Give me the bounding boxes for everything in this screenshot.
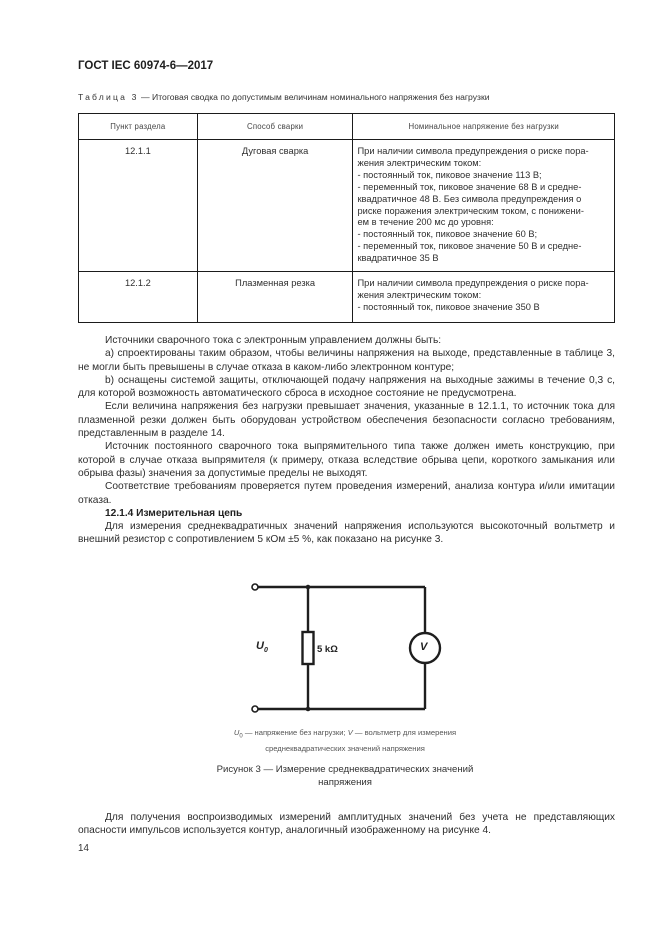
cell-method: Дуговая сварка — [197, 140, 353, 272]
paragraph: Для измерения среднеквадратичных значений напряжения используются высокоточный вольтметр и внешний резистор с сопротивлением 5 кОм ±5 %, как показано на рисунке 3. — [78, 521, 615, 546]
legend-v-text: — вольтметр для измерения — [352, 728, 457, 737]
voltage-line: - постоянный ток, пиковое значение 350 В — [357, 301, 540, 312]
junction-dot-icon — [306, 585, 311, 590]
legend-u-symbol: U — [233, 728, 240, 737]
voltage-line: - постоянный ток, пиковое значение 60 В; — [357, 229, 538, 240]
table-row — [79, 272, 615, 323]
paragraph: Если величина напряжения без нагрузки превышает значения, указанные в 12.1.1, то источник тока для плазменной резки должен быть оборудован устройством обеспечения безопасности согласно требованиям, представленным в разделе 14. — [78, 401, 615, 440]
body-text-block — [78, 334, 615, 547]
source-voltage-symbol: U — [256, 640, 264, 652]
circuit-schematic — [200, 570, 490, 720]
voltage-line: квадратичное 35 В — [357, 253, 439, 264]
voltage-line: ем в течение 200 мс до уровня: — [357, 217, 494, 228]
voltage-line: - переменный ток, пиковое значение 68 В и средне- — [357, 181, 582, 192]
voltage-line: - переменный ток, пиковое значение 50 В и средне- — [357, 241, 582, 252]
legend-u-subscript: 0 — [239, 733, 243, 740]
figure-title: Рисунок 3 — Измерение среднеквадратических значений напряжения — [216, 764, 474, 788]
terminal-bottom-icon — [252, 706, 258, 712]
voltage-line: риске поражения электрическим током, с понижени- — [357, 205, 584, 216]
section-heading: 12.1.4 Измерительная цепь — [105, 507, 243, 519]
paragraph: Для получения воспроизводимых измерений амплитудных значений без учета не представляющих опасности импульсов используется контур, аналогичный изображенному на рисунке 4. — [78, 812, 615, 837]
paragraph: Источники сварочного тока с электронным управлением должны быть: — [105, 335, 442, 346]
voltage-line: При наличии символа предупреждения о риске пора- — [357, 146, 589, 156]
voltage-summary-table — [78, 113, 615, 323]
source-voltage-subscript: 0 — [263, 647, 268, 655]
voltage-line: жения электрическим током: — [357, 289, 482, 300]
table-caption-label: Таблица 3 — [78, 92, 139, 102]
voltage-line: квадратичное 48 В. Без символа предупреждения о — [357, 193, 582, 204]
source-voltage-label — [256, 640, 268, 654]
cell-clause: 12.1.2 — [79, 272, 198, 323]
paragraph-item-b: b) оснащены системой защиты, отключающей подачу напряжения на выходные зажимы в течение 0,3 с, для которой возможность автоматического сброса в исходное состояние не предусмотрена. — [78, 374, 615, 400]
circuit-diagram — [200, 570, 490, 720]
page-number: 14 — [78, 843, 89, 854]
voltage-line: При наличии символа предупреждения о риске пора- — [357, 278, 589, 289]
standard-id: ГОСТ IEC 60974-6—2017 — [78, 60, 214, 72]
terminal-top-icon — [252, 584, 258, 590]
legend-u-text: — напряжение без нагрузки; — [242, 728, 348, 737]
resistor-icon — [303, 632, 314, 664]
table-header-row — [79, 114, 615, 140]
column-header-voltage: Номинальное напряжение без нагрузки — [353, 114, 615, 140]
voltage-line: - постоянный ток, пиковое значение 113 В; — [357, 169, 542, 180]
cell-clause: 12.1.1 — [79, 140, 198, 272]
table-caption-text: — Итоговая сводка по допустимым величинам номинального напряжения без нагрузки — [138, 92, 490, 102]
paragraph: Соответствие требованиям проверяется путем проведения измерений, анализа контура и/или имитации отказа. — [78, 481, 615, 506]
figure-legend — [190, 727, 500, 755]
table-row — [79, 140, 615, 272]
column-header-clause: Пункт раздела — [79, 114, 198, 140]
voltage-line: жения электрическим током: — [357, 157, 482, 168]
resistor-label: 5 kΩ — [317, 644, 338, 655]
cell-method: Плазменная резка — [197, 272, 353, 323]
legend-line-2: среднеквадратических значений напряжения — [265, 743, 425, 753]
cell-voltage — [353, 140, 615, 272]
junction-dot-icon — [306, 707, 311, 712]
voltmeter-label: V — [420, 641, 428, 653]
legend-v-symbol: V — [347, 728, 353, 737]
cell-voltage — [353, 272, 615, 323]
table-caption — [78, 92, 490, 102]
closing-text-block — [78, 811, 615, 838]
paragraph-item-a: a) спроектированы таким образом, чтобы величины напряжения на выходе, представленные в таблице 3, не могли быть превышены в случае отказа в каком-либо электронном контуре; — [78, 348, 615, 373]
column-header-method: Способ сварки — [197, 114, 353, 140]
legend-line-1 — [233, 728, 457, 740]
paragraph: Источник постоянного сварочного тока выпрямительного типа также должен иметь конструкцию, при которой в случае отказа выпрямителя (к примеру, отказа вследствие обрыва цепи, короткого замыкания или обрыва фазы) значения за допустимые пределы не выходят. — [78, 441, 615, 479]
